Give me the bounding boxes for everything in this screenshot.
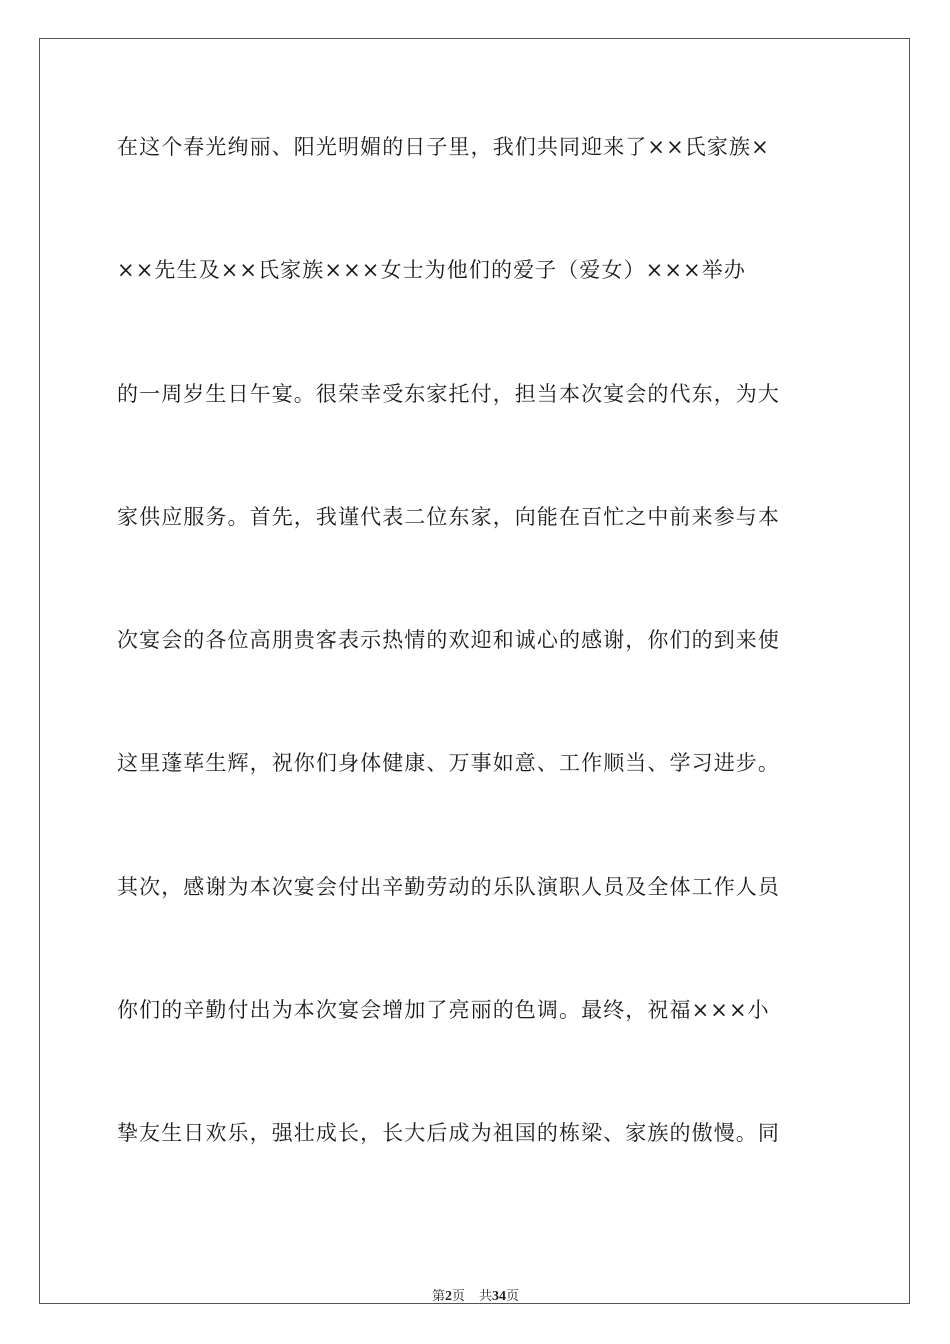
page-prefix: 第 bbox=[431, 1289, 445, 1304]
body-line-7: 其次，感谢为本次宴会付出辛勤劳动的乐队演职人员及全体工作人员 bbox=[117, 874, 780, 899]
body-line-6: 这里蓬荜生辉，祝你们身体健康、万事如意、工作顺当、学习进步。 bbox=[117, 751, 780, 776]
total-prefix: 共 bbox=[479, 1289, 493, 1304]
document-body bbox=[117, 127, 837, 1237]
total-suffix: 页 bbox=[506, 1289, 520, 1304]
body-line-1: 在这个春光绚丽、阳光明媚的日子里，我们共同迎来了××氏家族× bbox=[117, 135, 770, 159]
body-line-9: 挚友生日欢乐，强壮成长，长大后成为祖国的栋梁、家族的傲慢。同 bbox=[117, 1121, 780, 1146]
page-number: 2 bbox=[444, 1289, 452, 1304]
body-line-5: 次宴会的各位高朋贵客表示热情的欢迎和诚心的感谢，你们的到来使 bbox=[117, 628, 780, 653]
page-footer bbox=[40, 1285, 911, 1305]
body-line-8: 你们的辛勤付出为本次宴会增加了亮丽的色调。最终，祝福×××小 bbox=[117, 998, 770, 1023]
page-suffix: 页 bbox=[451, 1289, 465, 1304]
page-frame bbox=[39, 38, 910, 1304]
total-pages: 34 bbox=[492, 1289, 507, 1304]
body-line-3: 的一周岁生日午宴。很荣幸受东家托付，担当本次宴会的代东，为大 bbox=[117, 381, 780, 406]
body-line-2: ××先生及××氏家族×××女士为他们的爱子（爱女）×××举办 bbox=[117, 258, 746, 283]
body-line-4: 家供应服务。首先，我谨代表二位东家，向能在百忙之中前来参与本 bbox=[117, 504, 780, 529]
